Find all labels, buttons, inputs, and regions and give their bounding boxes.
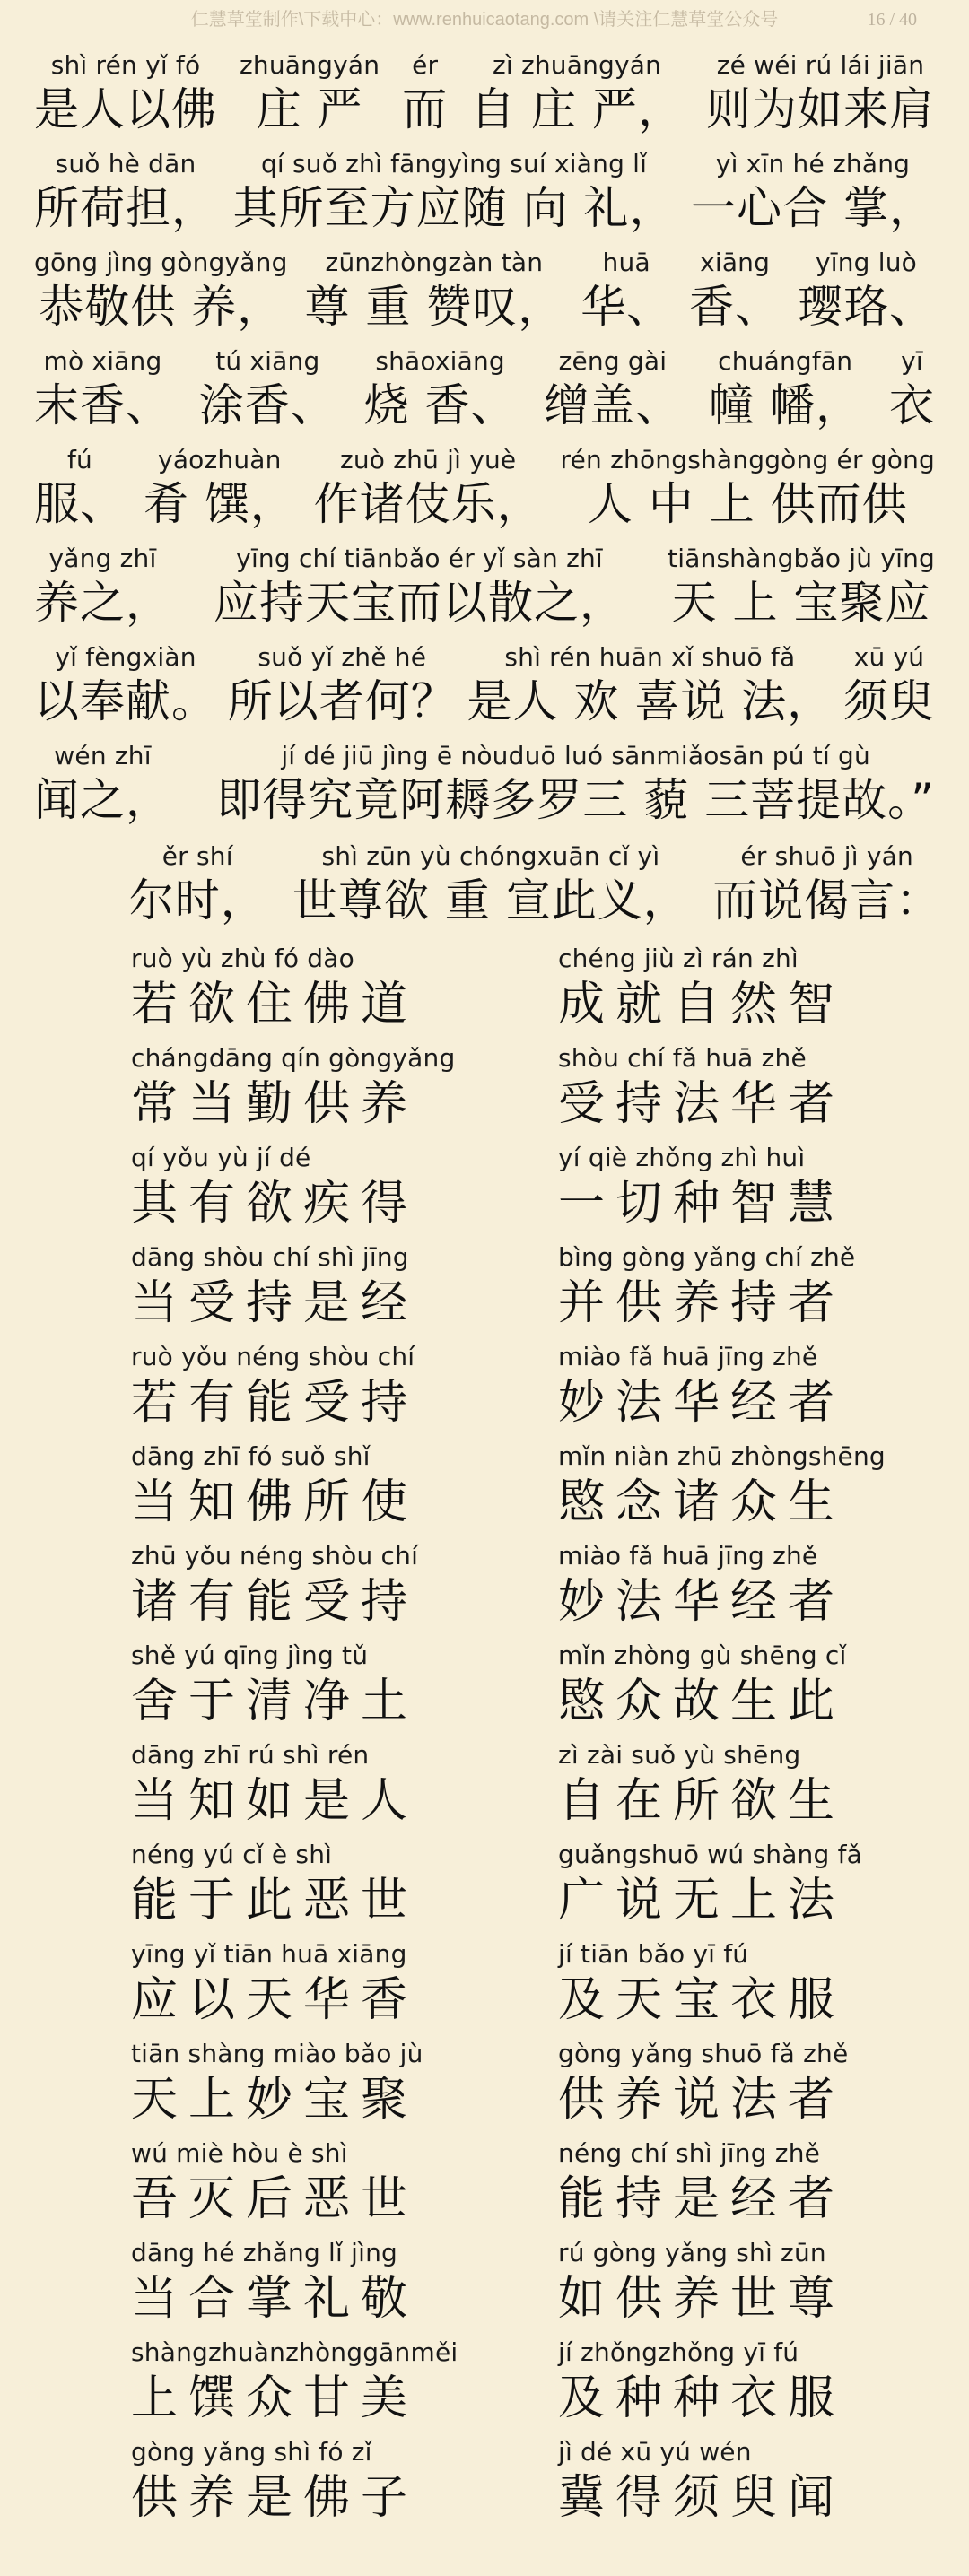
- pinyin-text: shě yú qīng jìng tǔ: [131, 1640, 369, 1670]
- prose-line: [34, 335, 935, 434]
- pinyin-text: gōng jìng gòngyǎng: [34, 248, 288, 277]
- hanzi-text: 以奉献。: [34, 675, 217, 727]
- pinyin-text: ér: [412, 50, 439, 80]
- pinyin-text: yīng luò: [815, 248, 918, 277]
- pinyin-text: néng yú cǐ è shì: [131, 1840, 333, 1869]
- pinyin-text: bìng gòng yǎng chí zhě: [558, 1242, 856, 1272]
- verse-right: [558, 2229, 944, 2328]
- verse-left: [131, 1034, 517, 1134]
- pinyin-text: gòng yǎng shì fó zǐ: [131, 2437, 372, 2467]
- text-segment: [712, 841, 942, 929]
- verse-right: [558, 1930, 944, 2030]
- hanzi-text: 世尊欲 重 宣此义，: [292, 875, 689, 927]
- pinyin-text: mǐn zhòng gù shēng cǐ: [558, 1640, 847, 1670]
- hanzi-text: 尔时，: [128, 875, 266, 927]
- hanzi-text: 常当勤供养: [131, 1077, 419, 1131]
- text-segment: [128, 841, 266, 929]
- verse-right: [558, 1632, 944, 1731]
- hanzi-text: 能于此恶世: [131, 1874, 419, 1928]
- prose-line: [34, 533, 935, 631]
- pinyin-text: dāng zhī fó suǒ shǐ: [131, 1441, 371, 1471]
- pinyin-text: zuò zhū jì yuè: [339, 445, 517, 474]
- pinyin-text: yǐ fèngxiàn: [55, 642, 196, 672]
- hanzi-text: 一心合 掌，: [691, 182, 935, 234]
- pinyin-text: yǎng zhī: [48, 544, 157, 573]
- verse-left: [131, 1930, 517, 2030]
- hanzi-text: 供养是佛子: [131, 2471, 419, 2525]
- hanzi-text: 舍于清净土: [131, 1675, 419, 1728]
- hanzi-text: 其有欲疾得: [131, 1177, 419, 1231]
- verse-right: [558, 2030, 944, 2129]
- hanzi-text: 自在所欲生: [558, 1774, 846, 1828]
- pinyin-text: chuángfān: [718, 346, 853, 376]
- verse-left: [131, 1333, 517, 1432]
- pinyin-text: tú xiāng: [215, 346, 320, 376]
- pinyin-text: chéng jiù zì rán zhì: [558, 944, 799, 973]
- hanzi-text: 上馔众甘美: [131, 2371, 419, 2425]
- pinyin-text: zhuāngyán: [240, 50, 380, 80]
- hanzi-text: 及种种衣服: [558, 2371, 846, 2425]
- text-segment: [364, 346, 517, 434]
- verse-left: [131, 2428, 517, 2528]
- text-segment: [214, 544, 625, 631]
- verse-left: [131, 1432, 517, 1532]
- text-segment: [304, 248, 563, 335]
- prose-line: [34, 730, 935, 829]
- text-segment: [706, 50, 935, 138]
- verse-left: [131, 935, 517, 1034]
- hanzi-text: 当合掌礼敬: [131, 2272, 419, 2326]
- hanzi-text: 其所至方应随 向 礼，: [232, 182, 676, 234]
- pinyin-text: rén zhōngshànggòng ér gòng: [560, 445, 935, 474]
- pinyin-text: yīng yǐ tiān huā xiāng: [131, 1939, 407, 1969]
- pinyin-text: ér shuō jì yán: [740, 841, 913, 871]
- pinyin-text: jí tiān bǎo yī fú: [558, 1939, 749, 1969]
- hanzi-text: 当知佛所使: [131, 1475, 419, 1529]
- hanzi-text: 幢 幡，: [709, 379, 862, 431]
- hanzi-text: 即得究竟阿耨多罗三 藐 三菩提故。”: [216, 774, 935, 826]
- hanzi-text: 自 庄 严，: [470, 83, 684, 135]
- text-segment: [467, 642, 834, 730]
- hanzi-text: 缯盖、: [544, 379, 682, 431]
- pinyin-text: shāoxiāng: [375, 346, 505, 376]
- pinyin-text: wén zhī: [54, 741, 152, 770]
- hanzi-text: 所荷担，: [34, 182, 217, 234]
- text-segment: [889, 346, 935, 434]
- pinyin-text: huā: [602, 248, 650, 277]
- text-segment: [34, 544, 171, 631]
- text-segment: [240, 50, 380, 138]
- hanzi-text: 若欲住佛道: [131, 978, 419, 1031]
- text-segment: [199, 346, 336, 434]
- hanzi-text: 天 上 宝聚应: [671, 577, 931, 629]
- pinyin-text: qí yǒu yù jí dé: [131, 1143, 311, 1172]
- verse-left: [131, 1134, 517, 1233]
- verse-grid: [34, 935, 935, 2528]
- hanzi-text: 而说偈言：: [712, 875, 942, 927]
- text-segment: [798, 248, 935, 335]
- page-number: 16 / 40: [867, 10, 917, 30]
- verse-right: [558, 1432, 944, 1532]
- text-segment: [34, 445, 126, 533]
- text-segment: [228, 642, 457, 730]
- pinyin-text: mò xiāng: [43, 346, 162, 376]
- hanzi-text: 肴 馔，: [143, 478, 296, 530]
- hanzi-text: 一切种智慧: [558, 1177, 846, 1231]
- hanzi-text: 作诸伎乐，: [313, 478, 543, 530]
- verse-right: [558, 1532, 944, 1632]
- hanzi-text: 吾灭后恶世: [131, 2172, 419, 2226]
- hanzi-text: 妙法华经者: [558, 1376, 846, 1430]
- pinyin-text: zé wéi rú lái jiān: [716, 50, 925, 80]
- verse-left: [131, 2328, 517, 2428]
- text-segment: [34, 248, 288, 335]
- verse-left: [131, 1532, 517, 1632]
- pinyin-text: zūnzhòngzàn tàn: [325, 248, 544, 277]
- hanzi-text: 并供养持者: [558, 1276, 846, 1330]
- pinyin-text: zì zhuāngyán: [492, 50, 662, 80]
- text-segment: [314, 445, 543, 533]
- hanzi-text: 人 中 上 供而供: [587, 478, 908, 530]
- hanzi-text: 华、: [581, 281, 673, 333]
- hanzi-text: 而: [402, 83, 449, 135]
- text-segment: [709, 346, 861, 434]
- verse-right: [558, 935, 944, 1034]
- prose-section: [34, 39, 935, 829]
- verse-left: [131, 1632, 517, 1731]
- text-segment: [668, 544, 935, 631]
- hanzi-text: 须臾: [842, 675, 935, 727]
- hanzi-text: 服、: [34, 478, 126, 530]
- hanzi-text: 涂香、: [198, 379, 336, 431]
- hanzi-text: 是人以佛: [34, 83, 217, 135]
- prose-line: [34, 434, 935, 533]
- pinyin-text: zhū yǒu néng shòu chí: [131, 1541, 419, 1571]
- hanzi-text: 末香、: [34, 379, 171, 431]
- pinyin-text: yīng chí tiānbǎo ér yǐ sàn zhī: [236, 544, 603, 573]
- text-segment: [34, 149, 217, 237]
- hanzi-text: 供养说法者: [558, 2073, 846, 2127]
- pinyin-text: rú gòng yǎng shì zūn: [558, 2238, 826, 2267]
- pinyin-text: miào fǎ huā jīng zhě: [558, 1342, 818, 1371]
- pinyin-text: shì rén huān xǐ shuō fǎ: [504, 642, 796, 672]
- pinyin-text: xū yú: [853, 642, 925, 672]
- hanzi-text: 广说无上法: [558, 1874, 846, 1928]
- verse-left: [131, 1831, 517, 1930]
- pinyin-text: xiāng: [700, 248, 771, 277]
- hanzi-text: 愍念诸众生: [558, 1475, 846, 1529]
- hanzi-text: 庄 严: [256, 83, 363, 135]
- hanzi-text: 烧 香、: [363, 379, 517, 431]
- pinyin-text: shòu chí fǎ huā zhě: [558, 1043, 807, 1073]
- verse-left: [131, 2229, 517, 2328]
- pinyin-text: yí qiè zhǒng zhì huì: [558, 1143, 806, 1172]
- pinyin-text: wú miè hòu è shì: [131, 2138, 348, 2168]
- text-segment: [34, 741, 171, 829]
- pinyin-text: guǎngshuō wú shàng fǎ: [558, 1840, 862, 1869]
- hanzi-text: 冀得须臾闻: [558, 2471, 846, 2525]
- hanzi-text: 应以天华香: [131, 1973, 419, 2027]
- hanzi-text: 能持是经者: [558, 2172, 846, 2226]
- pinyin-text: dāng hé zhǎng lǐ jìng: [131, 2238, 397, 2267]
- pinyin-text: jì dé xū yú wén: [558, 2437, 752, 2467]
- verse-right: [558, 2328, 944, 2428]
- verse-right: [558, 1831, 944, 1930]
- text-segment: [216, 741, 935, 829]
- text-segment: [581, 248, 672, 335]
- hanzi-text: 是人 欢 喜说 法，: [467, 675, 834, 727]
- pinyin-text: dāng zhī rú shì rén: [131, 1740, 370, 1770]
- pinyin-text: suǒ hè dān: [55, 149, 196, 178]
- hanzi-text: 愍众故生此: [558, 1675, 846, 1728]
- hanzi-text: 衣: [888, 379, 935, 431]
- hanzi-text: 璎珞、: [798, 281, 935, 333]
- pinyin-text: yáozhuàn: [158, 445, 282, 474]
- pinyin-text: dāng shòu chí shì jīng: [131, 1242, 409, 1272]
- hanzi-text: 如供养世尊: [558, 2272, 846, 2326]
- hanzi-text: 恭敬供 养，: [39, 281, 284, 333]
- hanzi-text: 则为如来肩: [705, 83, 935, 135]
- verse-left: [131, 1731, 517, 1831]
- hanzi-text: 受持法华者: [558, 1077, 846, 1131]
- pinyin-text: miào fǎ huā jīng zhě: [558, 1541, 818, 1571]
- text-segment: [34, 642, 217, 730]
- pinyin-text: fú: [66, 445, 92, 474]
- pinyin-text: zēng gài: [558, 346, 668, 376]
- text-segment: [233, 149, 676, 237]
- header-text: 仁慧草堂制作\下载中心：www.renhuicaotang.com \请关注仁慧草堂公众号: [190, 10, 779, 30]
- hanzi-text: 应持天宝而以散之，: [214, 577, 626, 629]
- verse-intro-line: [34, 829, 942, 929]
- verse-right: [558, 2428, 944, 2528]
- verse-right: [558, 1034, 944, 1134]
- pinyin-text: néng chí shì jīng zhě: [558, 2138, 821, 2168]
- pinyin-text: mǐn niàn zhū zhòngshēng: [558, 1441, 886, 1471]
- prose-line: [34, 631, 935, 730]
- text-segment: [544, 346, 681, 434]
- pinyin-text: jí dé jiū jìng ē nòuduō luó sānmiǎosān pú tí gù: [281, 741, 870, 770]
- text-segment: [144, 445, 296, 533]
- verse-left: [131, 2129, 517, 2229]
- verse-left: [131, 1233, 517, 1333]
- pinyin-text: chángdāng qín gòngyǎng: [131, 1043, 456, 1073]
- verse-right: [558, 2129, 944, 2229]
- pinyin-text: ruò yù zhù fó dào: [131, 944, 354, 973]
- pinyin-text: yī: [901, 346, 923, 376]
- hanzi-text: 天上妙宝聚: [131, 2073, 419, 2127]
- text-segment: [843, 642, 935, 730]
- pinyin-text: ruò yǒu néng shòu chí: [131, 1342, 415, 1371]
- pinyin-text: shì rén yǐ fó: [50, 50, 201, 80]
- text-segment: [561, 445, 935, 533]
- hanzi-text: 养之，: [34, 577, 171, 629]
- hanzi-text: 当知如是人: [131, 1774, 419, 1828]
- pinyin-text: gòng yǎng shuō fǎ zhě: [558, 2039, 849, 2068]
- verse-right: [558, 1333, 944, 1432]
- text-segment: [34, 50, 217, 138]
- hanzi-text: 香、: [689, 281, 781, 333]
- pinyin-text: qí suǒ zhì fāngyìng suí xiàng lǐ: [260, 149, 648, 178]
- pinyin-text: shàngzhuànzhònggānměi: [131, 2337, 458, 2367]
- prose-line: [34, 138, 935, 237]
- verse-right: [558, 1233, 944, 1333]
- pinyin-text: zì zài suǒ yù shēng: [558, 1740, 801, 1770]
- prose-line: [34, 39, 935, 138]
- pinyin-text: ěr shí: [162, 841, 233, 871]
- hanzi-text: 所以者何？: [227, 675, 457, 727]
- hanzi-text: 诸有能受持: [131, 1575, 419, 1629]
- hanzi-text: 闻之，: [34, 774, 171, 826]
- hanzi-text: 若有能受持: [131, 1376, 419, 1430]
- hanzi-text: 妙法华经者: [558, 1575, 846, 1629]
- text-segment: [691, 149, 935, 237]
- text-segment: [470, 50, 684, 138]
- pinyin-text: yì xīn hé zhǎng: [715, 149, 911, 178]
- verse-left: [131, 2030, 517, 2129]
- hanzi-text: 及天宝衣服: [558, 1973, 846, 2027]
- hanzi-text: 当受持是经: [131, 1276, 419, 1330]
- text-segment: [292, 841, 689, 929]
- text-segment: [402, 50, 448, 138]
- page-header: [34, 0, 935, 39]
- pinyin-text: tiānshàngbǎo jù yīng: [668, 544, 935, 573]
- pinyin-text: shì zūn yù chóngxuān cǐ yì: [321, 841, 660, 871]
- verse-right: [558, 1134, 944, 1233]
- pinyin-text: jí zhǒngzhǒng yī fú: [558, 2337, 799, 2367]
- hanzi-text: 尊 重 赞叹，: [304, 281, 564, 333]
- verse-right: [558, 1731, 944, 1831]
- text-segment: [34, 346, 171, 434]
- prose-line: [34, 237, 935, 335]
- pinyin-text: tiān shàng miào bǎo jù: [131, 2039, 423, 2068]
- text-segment: [689, 248, 781, 335]
- hanzi-text: 成就自然智: [558, 978, 846, 1031]
- pinyin-text: suǒ yǐ zhě hé: [258, 642, 427, 672]
